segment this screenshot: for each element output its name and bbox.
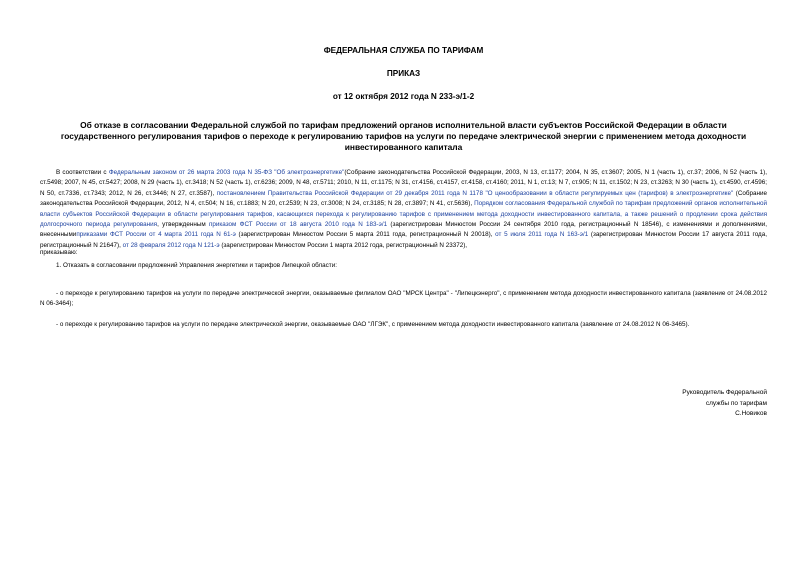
order-word: приказываю: — [40, 249, 78, 256]
signature-agency: службы по тарифам — [705, 399, 767, 407]
order-163-link[interactable]: от 5 июля 2011 года N 163-э/1 — [495, 231, 589, 239]
preamble-text-5: (зарегистрирован Минюстом России 24 сентября 2010 года, регистрационный N 18546), с изменениями и дополнениями, внесенными — [40, 221, 767, 239]
procedure-link[interactable]: Порядком согласования Федеральной службой по тарифам предложений органов исполнительной власти субъектов Российской Федерации в области регулирования тарифов, касающихся перехода к регулированию тарифов с применением метода доходности инвестированного капитала, а также решений о продлении срока действия долгосрочного периода регулирования — [40, 200, 767, 229]
preamble-text-1: В соответствии с — [56, 169, 109, 176]
decree-1178-link[interactable]: постановлением Правительства Российской Федерации от 29 декабря 2011 года N 1178 "О ценообразовании в области регулируемых цен (тарифов) в электроэнергетике" — [216, 189, 734, 197]
signature-position: Руководитель Федеральной — [682, 389, 767, 396]
preamble-text-7: (зарегистрирован Минюстом России 17 августа 2011 года, регистрационный N 21647), — [40, 231, 767, 249]
order-121-link[interactable]: от 28 февраля 2012 года N 121-э — [122, 241, 220, 249]
signature-name: С.Новиков — [735, 410, 767, 418]
preamble-text-3: (Собрание законодательства Российской Федерации, 2012, N 4, ст.504; N 16, ст.1883; N 20, ст.2539; N 23, ст.3008; N 24, ст.3185; N 28, ст.3897; N 41, ст.5636), — [40, 189, 767, 208]
order-bullet-1: - о переходе к регулированию тарифов на услуги по передаче электрической энергии, оказываемые филиалом ОАО "МРСК Центра" - "Липецкэнерго", с применением метода доходности инвестированного капитала (заявление от 24.08.2012 N 06-3464); — [40, 290, 767, 308]
doc-type: ПРИКАЗ — [386, 69, 421, 78]
doc-date-number: от 12 октября 2012 года N 233-э/1-2 — [332, 92, 475, 101]
order-item-1: 1. Отказать в согласовании предложений Управления энергетики и тарифов Липецкой области: — [56, 262, 337, 269]
preamble-text-2: (Собрание законодательства Российской Федерации, 2003, N 13, ст.1177; 2004, N 35, ст.3607; 2005, N 1 (часть 1), ст.37; 2006, N 52 (часть 1), ст.5498; 2007, N 45, ст.5427; 2008, N 29 (часть 1), ст.3418; N 52 (часть 1), ст.6236; 2009, N 48, ст.5711; 2010, N 11, ст.1175; N 31, ст.4156, ст.4157, ст.4158, ст.4160; 2011, N 1, ст.13; N 7, ст.905; N 11, ст.1502; N 23, ст.3263; N 30 (часть 1), ст.4590, ст.4596; N 50, ст.7336, ст.7343; 2012, N 26, ст.3446; N 27, ст.3587), — [40, 169, 767, 197]
preamble-text-6: (зарегистрирован Минюстом России 5 марта 2011 года, регистрационный N 20018), — [235, 231, 496, 239]
agency-name: ФЕДЕРАЛЬНАЯ СЛУЖБА ПО ТАРИФАМ — [323, 46, 484, 55]
preamble-text-8: (зарегистрирован Минюстом России 1 марта 2012 года, регистрационный N 23372), — [219, 241, 468, 249]
document-title: Об отказе в согласовании Федеральной службой по тарифам предложений органов исполнительной власти субъектов Российской Федерации в области государственного регулирования тарифов о переходе к регулированию тарифов на услуги по передаче электрической энергии с применением метода доходности инвестированного капитала — [60, 120, 747, 152]
preamble-paragraph — [40, 168, 767, 251]
law-35fz-link[interactable]: Федеральным законом от 26 марта 2003 года N 35-ФЗ "Об электроэнергетике" — [108, 169, 345, 176]
signature-block — [682, 388, 767, 420]
order-bullet-2: - о переходе к регулированию тарифов на услуги по передаче электрической энергии, оказываемые ОАО "ЛГЭК", с применением метода доходности инвестированного капитала (заявление от 24.08.2012 N 06-3465). — [56, 321, 690, 328]
order-183-link[interactable]: приказом ФСТ России от 18 августа 2010 года N 183-э/1 — [208, 221, 388, 229]
order-61-link[interactable]: приказами ФСТ России от 4 марта 2011 года N 61-э — [76, 231, 236, 239]
preamble-text-4: , утвержденным — [157, 221, 209, 229]
